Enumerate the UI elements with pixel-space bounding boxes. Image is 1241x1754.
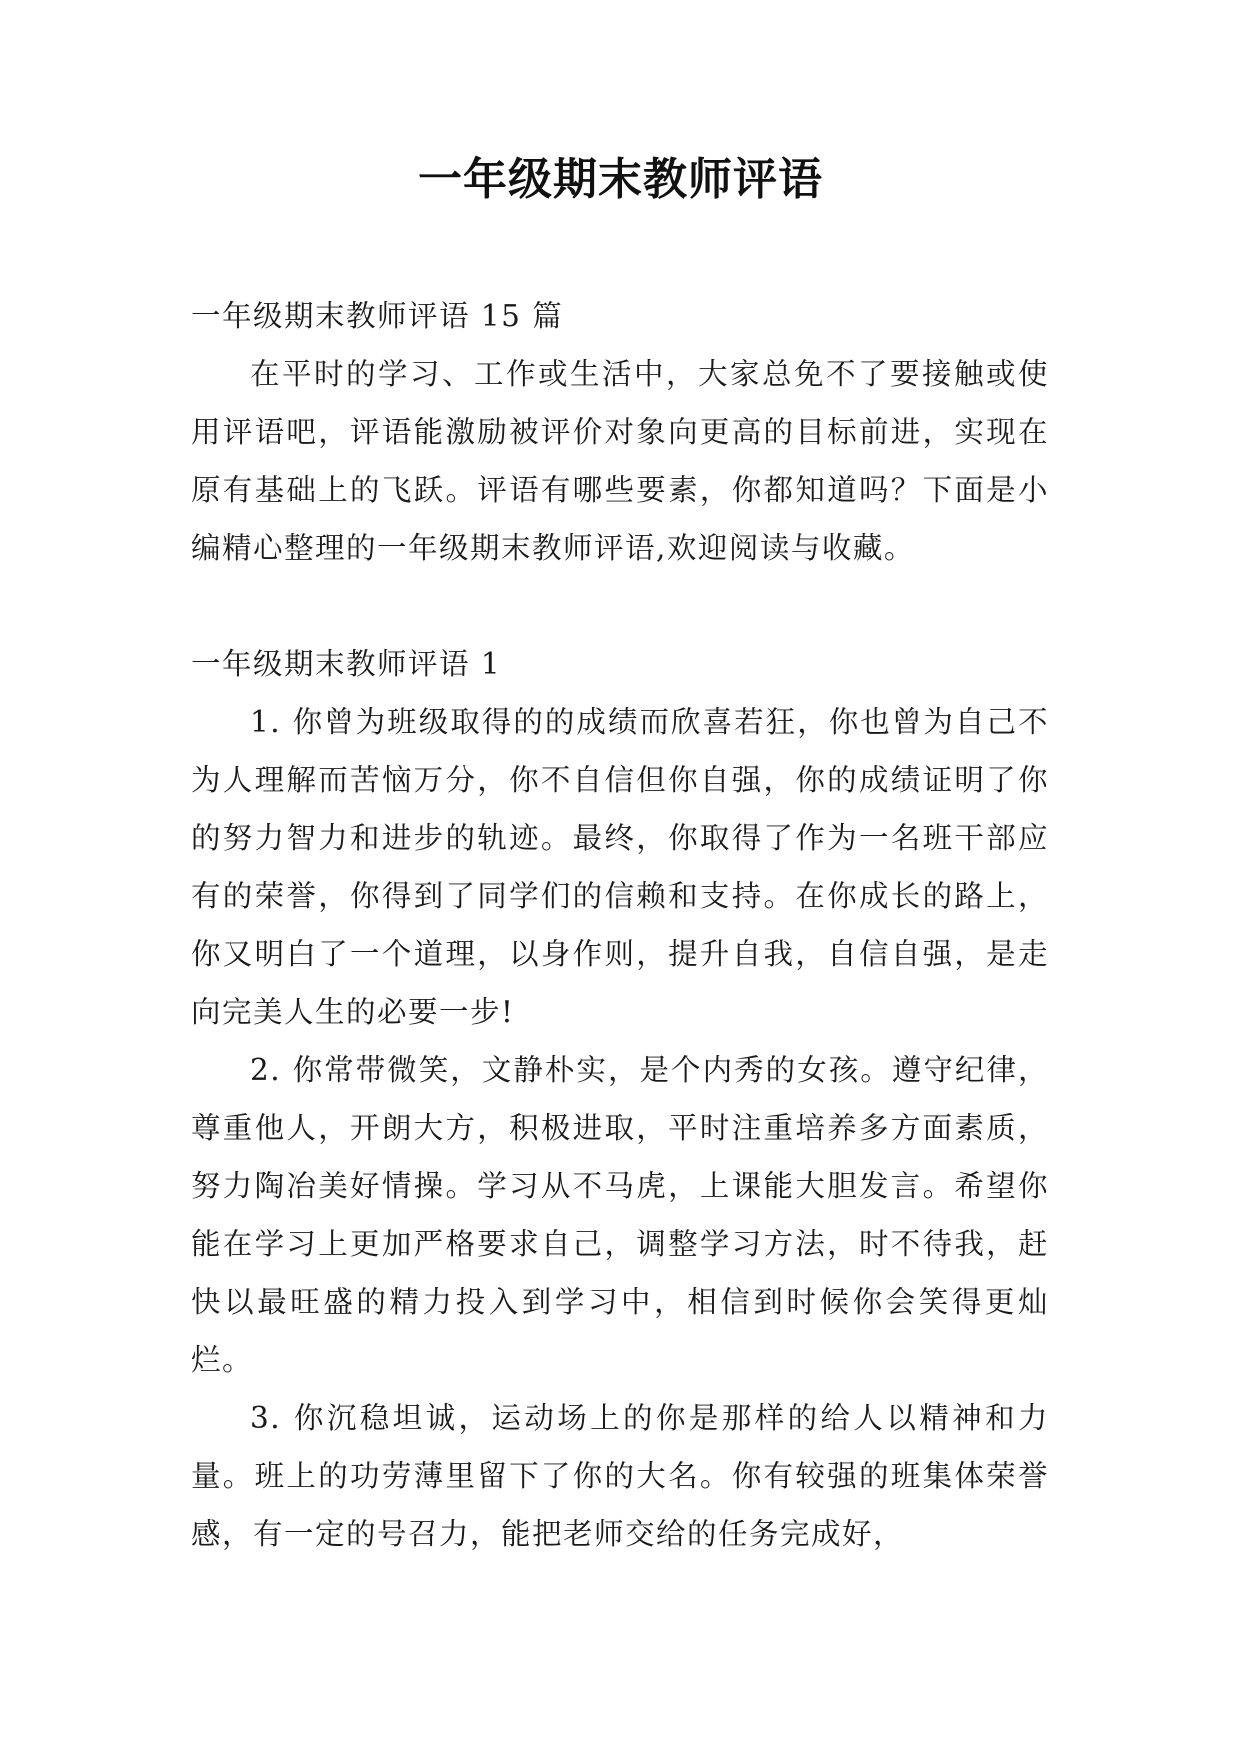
comment-paragraph-2: 2. 你常带微笑，文静朴实，是个内秀的女孩。遵守纪律，尊重他人，开朗大方，积极进取，平时注重培养多方面素质，努力陶冶美好情操。学习从不马虎，上课能大胆发言。希望你能在学习上更加严格要求自己，调整学习方法，时不待我，赶快以最旺盛的精力投入到学习中，相信到时候你会笑得更灿烂。: [191, 1053, 1049, 1377]
document-title: 一年级期末教师评语: [418, 154, 823, 205]
paragraph-spacer: [191, 577, 1049, 635]
comment-paragraph-1: 1. 你曾为班级取得的的成绩而欣喜若狂，你也曾为自己不为人理解而苦恼万分，你不自信但你自强，你的成绩证明了你的努力智力和进步的轨迹。最终，你取得了作为一名班干部应有的荣誉，你得到了同学们的信赖和支持。在你成长的路上，你又明白了一个道理，以身作则，提升自我，自信自强，是走向完美人生的必要一步!: [191, 705, 1049, 1029]
document-body: [191, 287, 1049, 1563]
section-heading: 一年级期末教师评语 1: [191, 647, 502, 681]
document-subtitle: 一年级期末教师评语 15 篇: [191, 299, 564, 333]
comment-paragraph-3: 3. 你沉稳坦诚，运动场上的你是那样的给人以精神和力量。班上的功劳薄里留下了你的大名。你有较强的班集体荣誉感，有一定的号召力，能把老师交给的任务完成好，: [191, 1401, 1049, 1551]
intro-paragraph: 在平时的学习、工作或生活中，大家总免不了要接触或使用评语吧，评语能激励被评价对象向更高的目标前进，实现在原有基础上的飞跃。评语有哪些要素，你都知道吗？下面是小编精心整理的一年级期末教师评语,欢迎阅读与收藏。: [191, 357, 1049, 565]
